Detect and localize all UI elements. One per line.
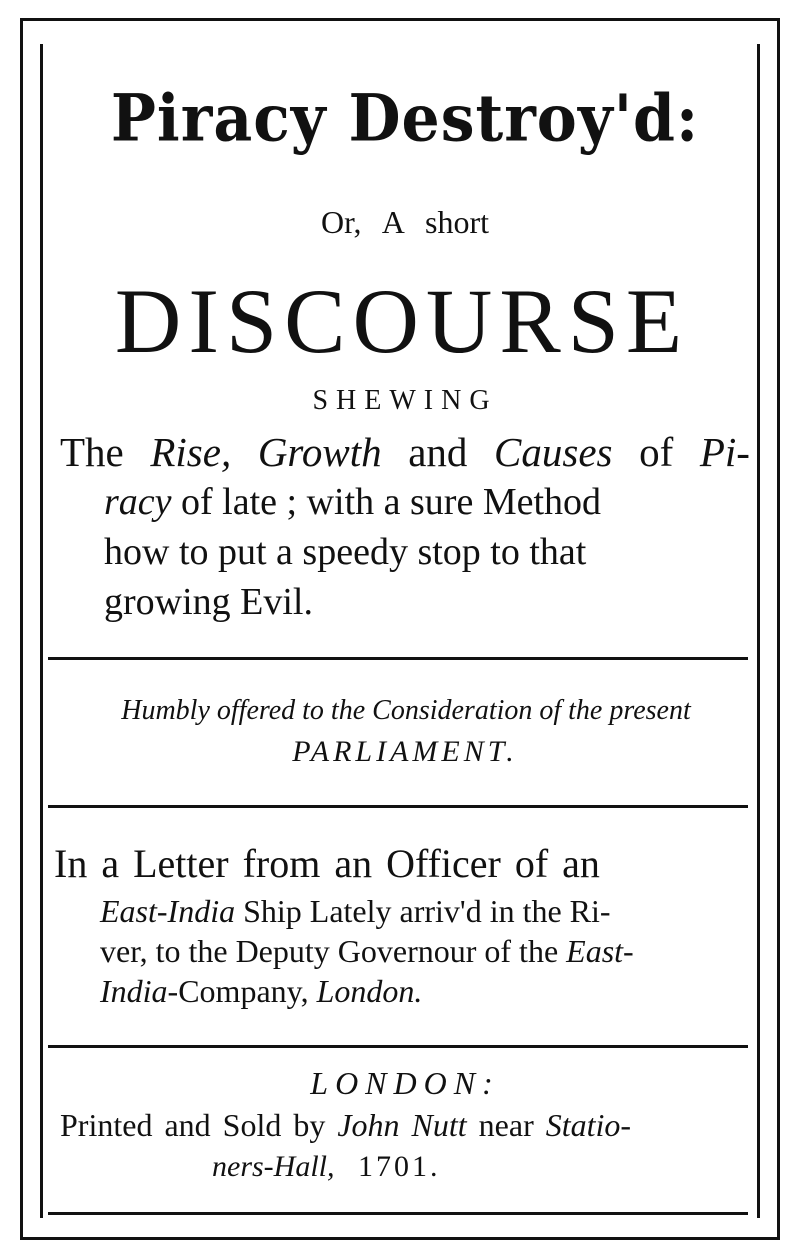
letter-line-4: India-Company, London. (100, 973, 423, 1009)
letter-line-3: ver, to the Deputy Governour of the East- (100, 933, 634, 969)
description-line-2: racy of late ; with a sure Method (104, 481, 602, 523)
heading: DISCOURSE (114, 270, 690, 372)
divider (48, 1045, 748, 1048)
letter-line-1: In a Letter from an Officer of an (54, 841, 600, 886)
subtitle: Or, A short (320, 204, 490, 240)
imprint-line-1: Printed and Sold by John Nutt near Statio- (60, 1107, 632, 1143)
description-line-3: how to put a speedy stop to that (104, 531, 587, 573)
imprint-city: LONDON: (310, 1065, 500, 1101)
dedication-line-1: Humbly offered to the Consideration of the present (121, 695, 691, 726)
page-title: Piracy Destroy'd: (110, 81, 700, 157)
dedication-line-2: PARLIAMENT. (292, 735, 518, 768)
letter-line-2: East-India Ship Lately arriv'd in the Ri- (100, 893, 611, 929)
shewing-label: SHEWING (312, 385, 498, 416)
divider (48, 657, 748, 660)
divider (48, 805, 748, 808)
description-line-4: growing Evil. (104, 581, 313, 623)
imprint-line-2: ners-Hall, 1701. (212, 1150, 441, 1183)
description-line-1: The Rise, Growth and Causes of Pi- (60, 429, 750, 475)
divider (48, 1212, 748, 1215)
